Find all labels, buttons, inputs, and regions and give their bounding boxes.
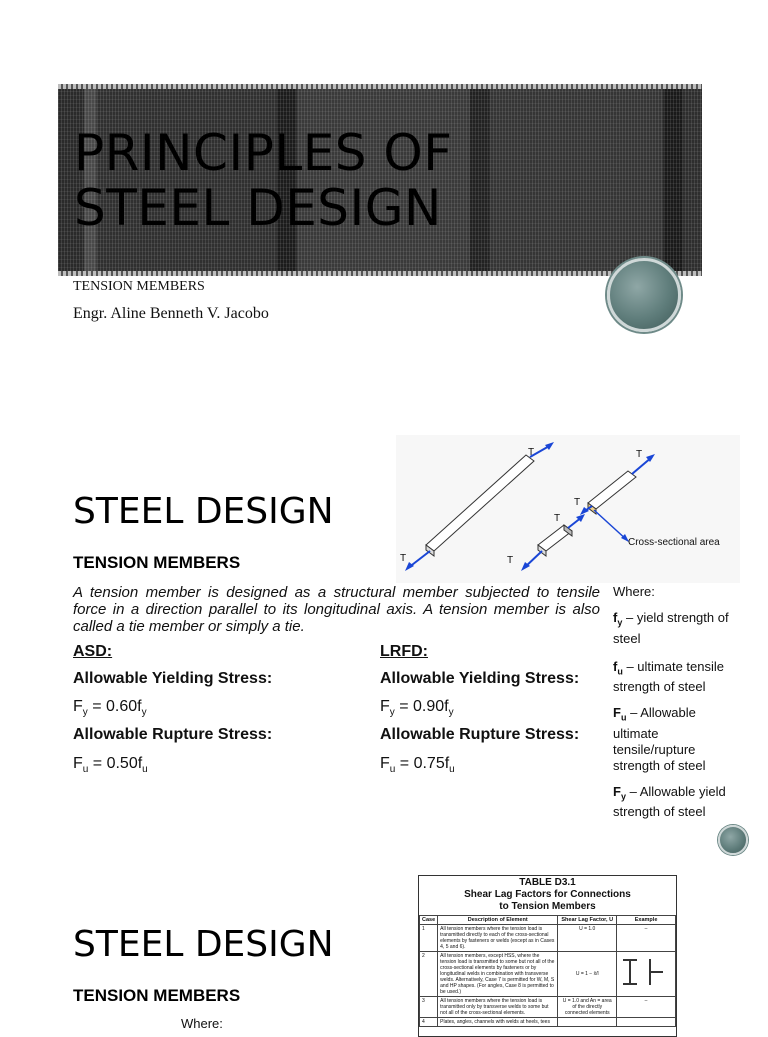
presentation-title: PRINCIPLES OF STEEL DESIGN xyxy=(74,124,453,237)
table-cell: Plates, angles, channels with welds at heels, tees xyxy=(438,1018,558,1027)
label-t5: T xyxy=(554,513,561,524)
shear-lag-table xyxy=(418,875,677,1037)
slide-title: STEEL DESIGN xyxy=(73,491,334,532)
table-row xyxy=(420,952,676,997)
slide3-where: Where: xyxy=(181,1016,223,1031)
table-cell: U = 1.0 xyxy=(558,925,617,952)
label-t6: T xyxy=(507,555,514,566)
table-cell: 2 xyxy=(420,952,438,997)
label-t2: T xyxy=(400,553,407,564)
table-row xyxy=(420,925,676,952)
table-cell xyxy=(558,1018,617,1027)
lrfd-yield-formula: $F_y = 0.90f_y$ xyxy=(380,698,454,719)
table-cell: – xyxy=(617,997,676,1018)
th-example: Example xyxy=(617,916,676,925)
asd-rupture-formula: $F_u = 0.50f_u$ xyxy=(73,755,148,776)
label-t4: T xyxy=(574,497,581,508)
table-header-row xyxy=(420,916,676,925)
decorative-circle-small xyxy=(718,825,748,855)
table-title-3: to Tension Members xyxy=(499,901,596,912)
table-cell: U = 1 − x̄/l xyxy=(558,952,617,997)
decorative-circle xyxy=(607,258,681,332)
table-cell: 3 xyxy=(420,997,438,1018)
th-case: Case xyxy=(420,916,438,925)
section-heading: TENSION MEMBERS xyxy=(73,553,241,572)
tension-member-description: A tension member is designed as a structural member subjected to tensile force in a direction parallel to its longitudinal axis. A tension member is also called a tie member or simply a tie. xyxy=(73,584,600,635)
lrfd-heading: LRFD: xyxy=(380,643,428,660)
def-fy-lower: $f_y$ – yield strength of steel xyxy=(613,610,729,646)
th-description: Description of Element xyxy=(438,916,558,925)
th-shear-lag: Shear Lag Factor, U xyxy=(558,916,617,925)
title-banner xyxy=(58,84,702,276)
table-row xyxy=(420,997,676,1018)
lrfd-rupture-formula: $F_u = 0.75f_u$ xyxy=(380,755,455,776)
label-cross-sectional-area: Cross-sectional area xyxy=(628,537,720,548)
lrfd-rupture-label: Allowable Rupture Stress: xyxy=(380,726,580,743)
def-fu-lower: $f_u$ – ultimate tensile strength of steel xyxy=(613,658,725,695)
where-definitions xyxy=(613,584,731,820)
table-cell: – xyxy=(617,925,676,952)
lrfd-yield-label: Allowable Yielding Stress: xyxy=(380,670,580,687)
where-heading: Where: xyxy=(613,584,655,599)
slide3-title: STEEL DESIGN xyxy=(73,924,334,965)
section-sketch-icon xyxy=(619,953,669,993)
table-cell-example-figure xyxy=(617,952,676,997)
table-cell: All tension members where the tension load is transmitted only by transverse welds to some but not all of the cross-sectional elements. xyxy=(438,997,558,1018)
label-t1: T xyxy=(528,447,535,458)
table-title-2: Shear Lag Factors for Connections xyxy=(464,889,631,900)
table-cell xyxy=(617,1018,676,1027)
asd-yield-label: Allowable Yielding Stress: xyxy=(73,670,273,687)
shear-lag-grid xyxy=(419,915,676,1027)
slide3-section-heading: TENSION MEMBERS xyxy=(73,986,241,1005)
banner-top-stripe xyxy=(58,84,702,89)
asd-rupture-label: Allowable Rupture Stress: xyxy=(73,726,273,743)
banner-bottom-stripe xyxy=(58,271,702,276)
author-name: Engr. Aline Benneth V. Jacobo xyxy=(73,305,269,322)
table-row xyxy=(420,1018,676,1027)
asd-yield-formula: $F_y = 0.60f_y$ xyxy=(73,698,147,719)
table-cell: 4 xyxy=(420,1018,438,1027)
presentation-subtitle: TENSION MEMBERS xyxy=(73,279,205,294)
table-cell: All tension members where the tension load is transmitted directly to each of the cross-sectional elements by fasteners or welds (except as in Cases 4, 5 and 6). xyxy=(438,925,558,952)
def-fy-upper: $F_y$ – Allowable yield strength of steel xyxy=(613,783,726,820)
table-cell: U = 1.0 and An = area of the directly connected elements xyxy=(558,997,617,1018)
table-cell: 1 xyxy=(420,925,438,952)
label-t3: T xyxy=(636,449,643,460)
table-cell: All tension members, except HSS, where the tension load is transmitted to some but not all of the cross-sectional elements by fasteners or by longitudinal welds in combination with transverse welds. Alternatively, Case 7 is permitted for W, M, S and HP shapes. (For angles, Case 8 is permitted to be used.) xyxy=(438,952,558,997)
def-fu-upper: $F_u$ – Allowable ultimate tensile/rupture strength of steel xyxy=(613,705,706,773)
table-title-1: TABLE D3.1 xyxy=(519,877,576,888)
asd-heading: ASD: xyxy=(73,643,113,660)
tension-member-diagram xyxy=(396,435,740,583)
